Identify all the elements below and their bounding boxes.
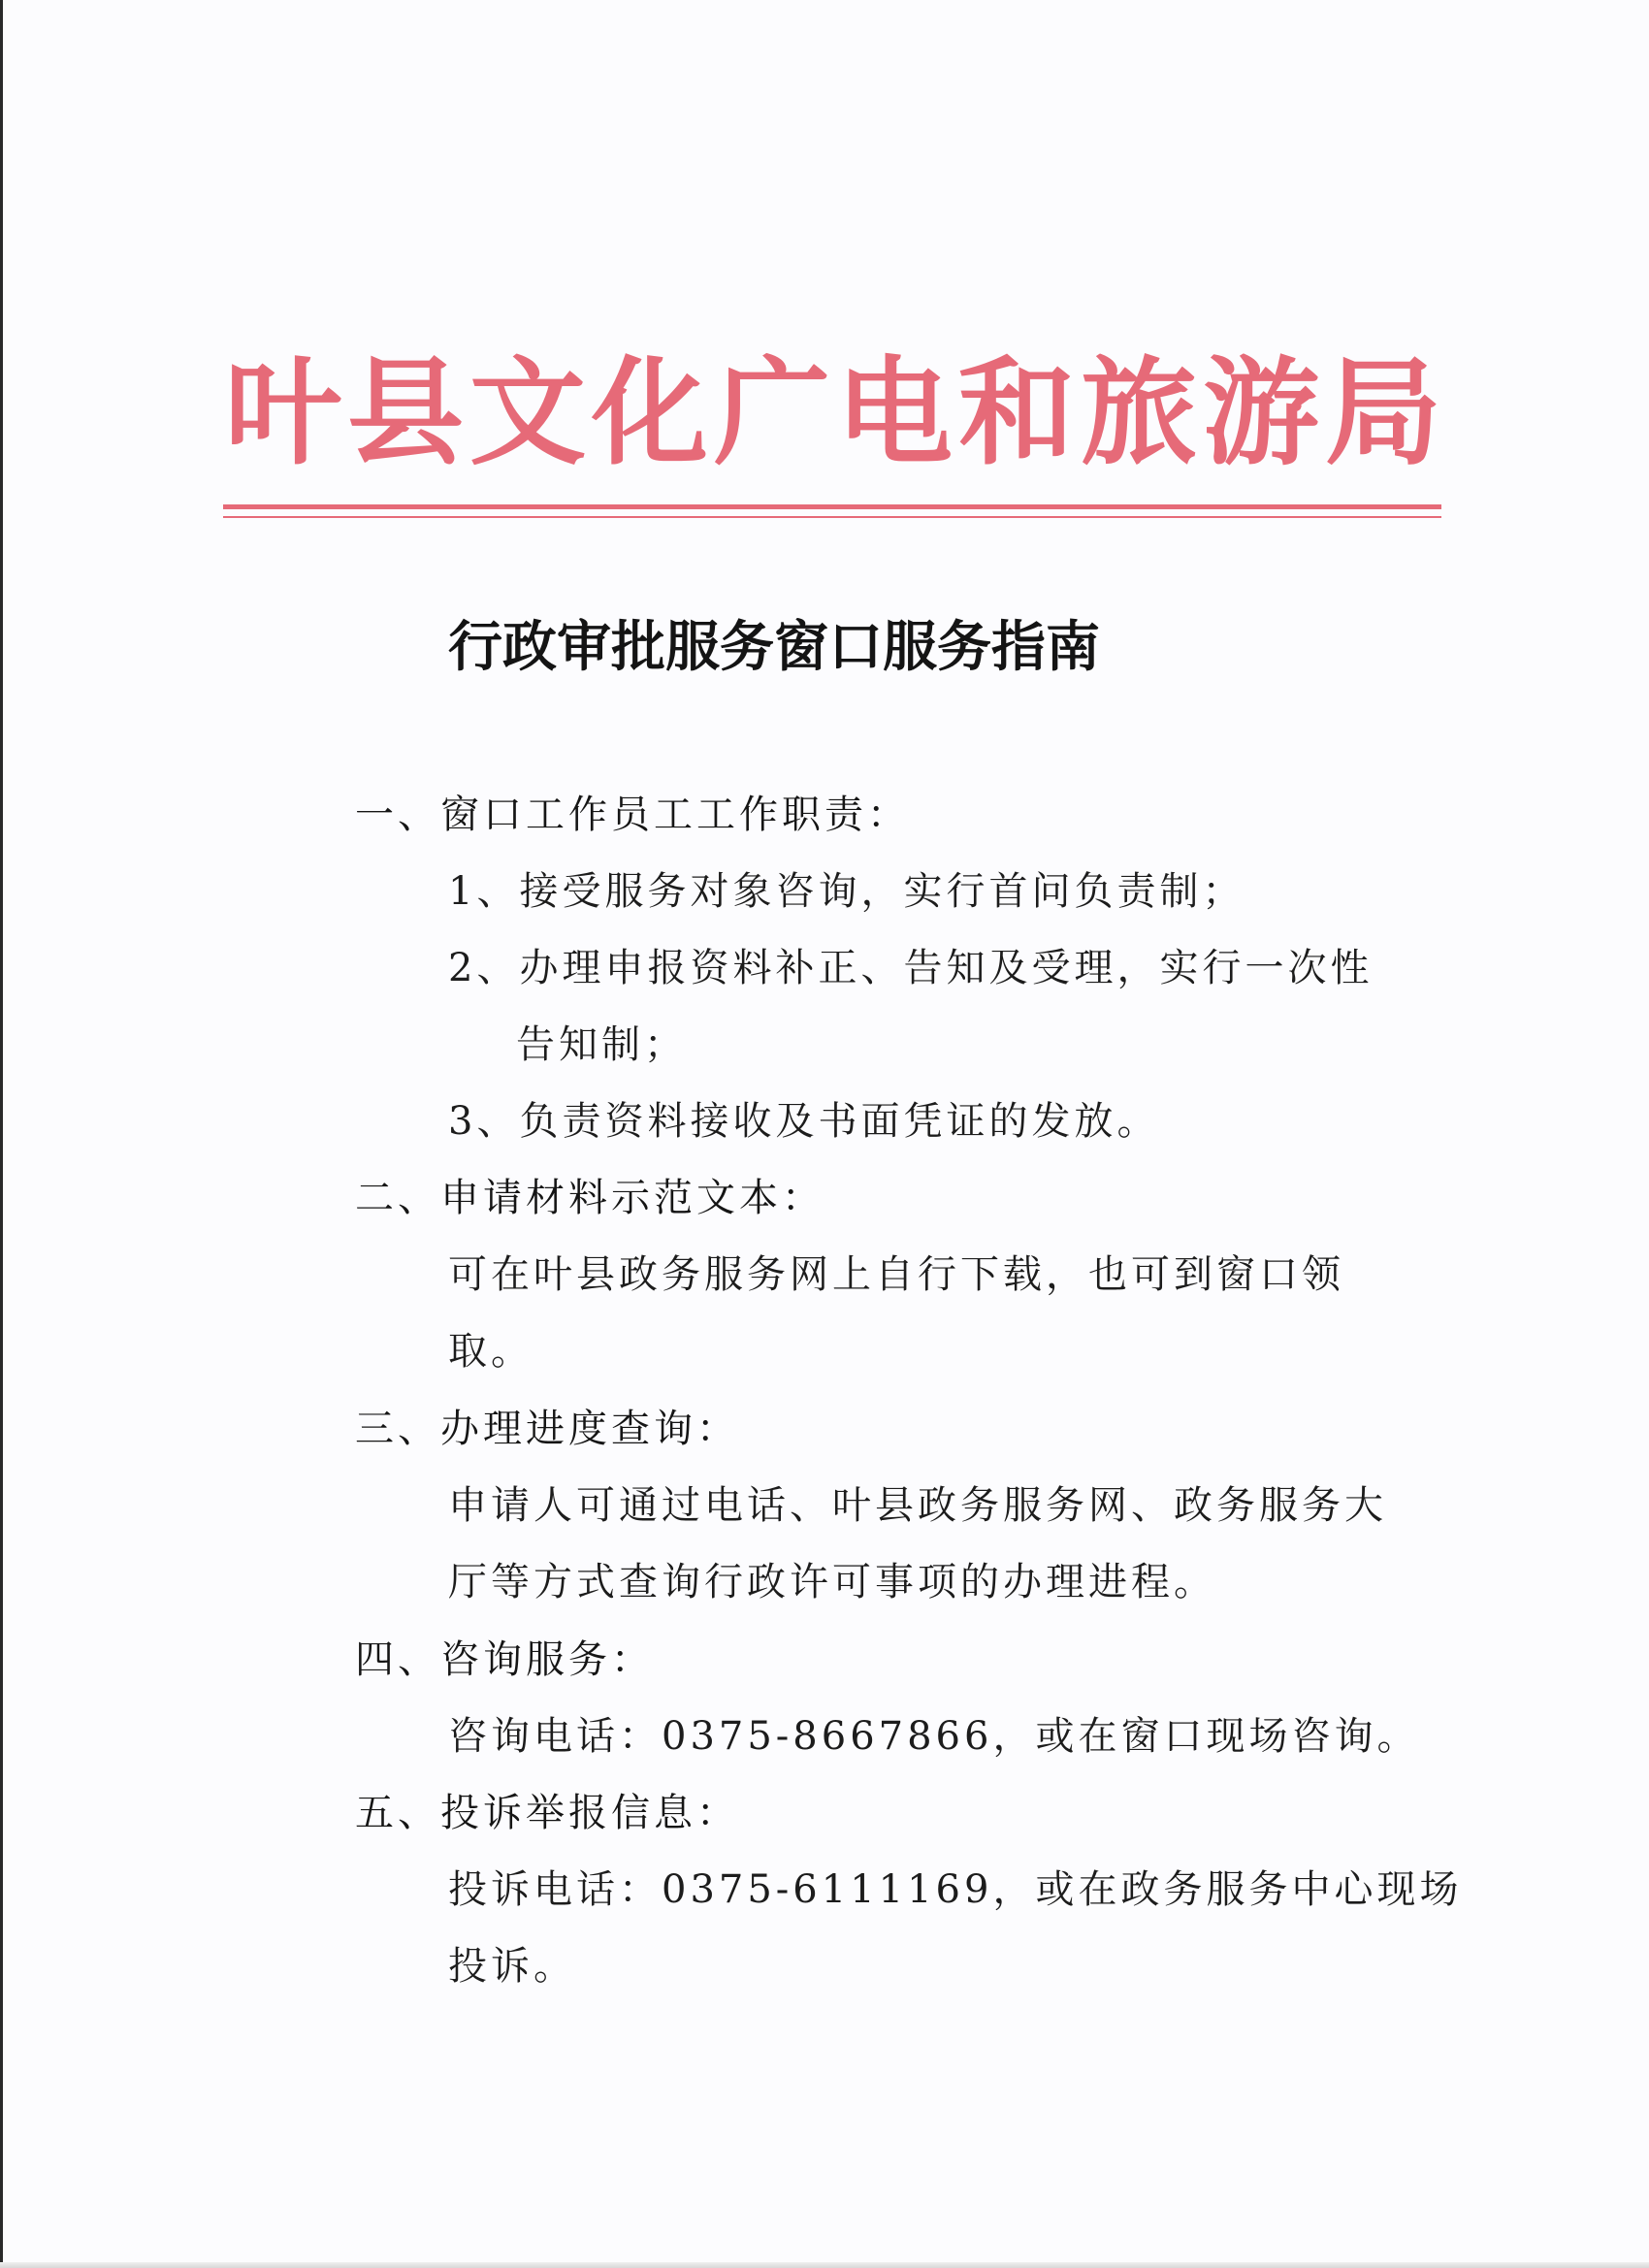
section-heading-consulting: 四、咨询服务： — [355, 1637, 654, 1682]
sample-texts-line-1: 可在叶县政务服务网上自行下载，也可到窗口领 — [448, 1252, 1344, 1297]
masthead-rule-thin — [223, 516, 1441, 518]
scan-left-edge — [0, 0, 3, 2268]
progress-query-line-2: 厅等方式查询行政许可事项的办理进程。 — [448, 1560, 1216, 1604]
masthead-rule-thick — [223, 504, 1441, 509]
section-heading-complaints: 五、投诉举报信息： — [355, 1791, 739, 1835]
progress-query-line-1: 申请人可通过电话、叶县政务服务网、政务服务大 — [448, 1483, 1387, 1528]
consulting-phone-line: 咨询电话：0375-8667866，或在窗口现场咨询。 — [448, 1714, 1420, 1759]
duty-item-2-continued: 告知制； — [516, 1022, 687, 1067]
document-title: 行政审批服务窗口服务指南 — [448, 616, 1100, 679]
scan-bottom-edge — [0, 2262, 1649, 2268]
agency-masthead: 叶县文化广电和旅游局 — [225, 346, 1447, 481]
complaint-line-2: 投诉。 — [448, 1944, 576, 1989]
duty-item-3: 3、负责资料接收及书面凭证的发放。 — [448, 1099, 1160, 1144]
complaint-phone-line: 投诉电话：0375-6111169，或在政务服务中心现场 — [448, 1867, 1463, 1912]
duty-item-1: 1、接受服务对象咨询，实行首问负责制； — [448, 869, 1245, 914]
sample-texts-line-2: 取。 — [448, 1329, 534, 1374]
duty-item-2: 2、办理申报资料补正、告知及受理，实行一次性 — [448, 946, 1374, 990]
section-heading-sample-texts: 二、申请材料示范文本： — [355, 1176, 824, 1220]
section-heading-duties: 一、窗口工作员工工作职责： — [355, 793, 910, 837]
section-heading-progress-query: 三、办理进度查询： — [355, 1407, 739, 1451]
